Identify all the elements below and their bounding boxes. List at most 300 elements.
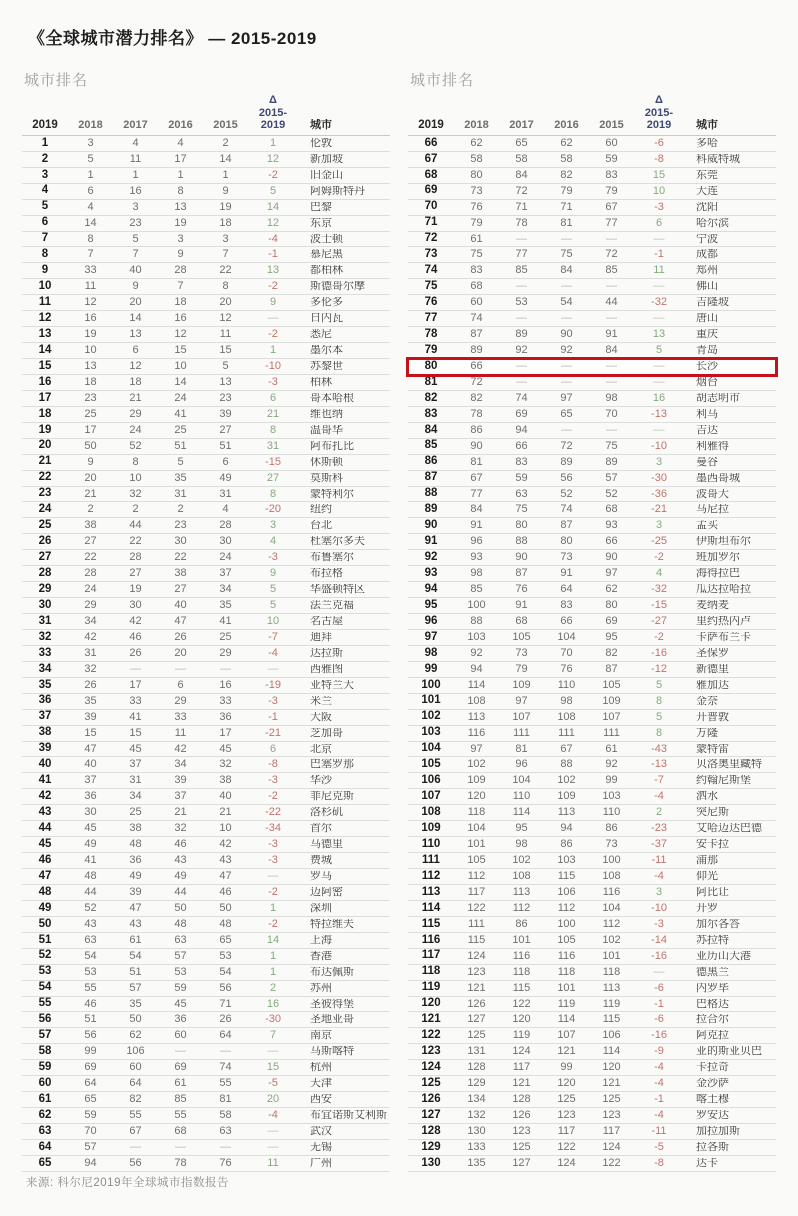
year-cell: 17 (84, 423, 97, 436)
city-cell: 北京 (310, 743, 332, 755)
rank-cell: 35 (38, 678, 52, 691)
delta-cell: -6 (654, 981, 664, 994)
year-cell: 55 (174, 1109, 187, 1122)
year-cell: 46 (129, 630, 142, 643)
year-cell: 102 (557, 774, 576, 787)
year-cell: 112 (512, 901, 531, 914)
table-row-rank-36 (22, 694, 390, 710)
table-row-rank-118 (408, 965, 776, 981)
year-cell: 74 (470, 312, 483, 325)
year-cell: 127 (512, 1156, 531, 1169)
rank-cell: 64 (38, 1140, 52, 1153)
city-cell: 达拉斯 (310, 647, 343, 659)
city-cell: 香港 (310, 950, 332, 962)
year-cell: 69 (174, 1061, 187, 1074)
year-cell: 33 (219, 694, 232, 707)
rank-cell: 84 (424, 423, 438, 436)
delta-cell: 3 (655, 885, 663, 898)
year-cell: — (175, 1140, 186, 1153)
year-cell: 72 (560, 439, 573, 452)
table-row-rank-119 (408, 981, 776, 997)
year-cell: 62 (560, 136, 573, 149)
delta-cell: 14 (266, 200, 280, 213)
rank-cell: 107 (421, 790, 441, 803)
year-cell: 62 (129, 1029, 142, 1042)
table-row-rank-122 (408, 1028, 776, 1044)
delta-cell: 5 (269, 184, 277, 197)
year-cell: 36 (219, 710, 232, 723)
table-row-rank-34 (22, 662, 390, 678)
year-cell: 114 (557, 1013, 576, 1026)
city-cell: 休斯顿 (310, 456, 343, 468)
year-cell: 96 (470, 535, 483, 548)
year-cell: 59 (605, 152, 618, 165)
year-cell: 52 (84, 901, 97, 914)
table-row-rank-84 (408, 423, 776, 439)
delta-cell: -11 (651, 854, 667, 867)
city-cell: 悉尼 (310, 329, 332, 341)
year-cell: 120 (467, 790, 486, 803)
year-cell: 121 (467, 981, 486, 994)
table-row-rank-87 (408, 471, 776, 487)
year-cell: 89 (470, 344, 483, 357)
city-cell: 利雅得 (696, 440, 729, 452)
table-row-rank-123 (408, 1044, 776, 1060)
rank-cell: 102 (421, 710, 441, 723)
table-row-rank-8 (22, 247, 390, 263)
year-cell: 66 (605, 535, 618, 548)
year-cell: 45 (174, 997, 187, 1010)
delta-cell: -32 (651, 296, 667, 309)
year-cell: 88 (515, 535, 528, 548)
year-cell: 6 (87, 184, 94, 197)
rank-cell: 123 (421, 1045, 441, 1058)
city-cell: 喀土穆 (696, 1094, 729, 1106)
table-row-rank-90 (408, 518, 776, 534)
table-row-rank-39 (22, 742, 390, 758)
rank-cell: 122 (421, 1029, 441, 1042)
year-cell: 31 (174, 487, 187, 500)
year-cell: 105 (512, 630, 531, 643)
table-row-rank-49 (22, 901, 390, 917)
rank-cell: 53 (38, 965, 52, 978)
year-cell: 95 (605, 630, 618, 643)
year-cell: 55 (219, 1077, 232, 1090)
rank-cell: 6 (41, 216, 49, 229)
year-cell: 74 (560, 503, 573, 516)
delta-cell: -21 (651, 503, 667, 516)
city-cell: 德黑兰 (696, 966, 729, 978)
delta-cell: -4 (268, 1109, 278, 1122)
year-cell: 9 (87, 455, 94, 468)
column-header-city: 城市 (696, 119, 718, 132)
table-row-rank-96 (408, 614, 776, 630)
table-row-rank-113 (408, 885, 776, 901)
year-cell: 104 (512, 774, 531, 787)
delta-cell: -4 (654, 790, 664, 803)
delta-cell: — (267, 662, 279, 675)
year-cell: 87 (470, 328, 483, 341)
year-cell: 63 (84, 933, 97, 946)
rank-cell: 11 (38, 296, 52, 309)
year-cell: 39 (174, 774, 187, 787)
year-cell: 118 (557, 965, 576, 978)
delta-cell: -22 (265, 806, 281, 819)
year-cell: 47 (129, 901, 142, 914)
year-cell: 66 (470, 360, 483, 373)
year-cell: 64 (84, 1077, 97, 1090)
year-cell: 90 (560, 328, 573, 341)
table-row-rank-3 (22, 168, 390, 184)
table-row-rank-65 (22, 1156, 390, 1172)
year-cell: 7 (87, 248, 94, 261)
year-cell: 114 (512, 806, 531, 819)
year-cell: 68 (470, 280, 483, 293)
year-cell: 3 (87, 136, 94, 149)
year-cell: 82 (560, 168, 573, 181)
year-cell: 12 (174, 328, 187, 341)
year-cell: 103 (557, 854, 576, 867)
year-cell: 43 (129, 917, 142, 930)
city-cell: 名古屋 (310, 616, 343, 628)
year-cell: 68 (605, 503, 618, 516)
rank-cell: 38 (38, 726, 52, 739)
rank-cell: 33 (38, 646, 52, 659)
year-cell: 100 (467, 599, 486, 612)
table-row-rank-66 (408, 136, 776, 152)
table-row-rank-30 (22, 598, 390, 614)
year-cell: 44 (84, 885, 97, 898)
rank-cell: 94 (424, 582, 438, 595)
rank-cell: 85 (424, 439, 438, 452)
delta-cell: 5 (655, 710, 663, 723)
year-cell: 120 (512, 1013, 531, 1026)
year-cell: 77 (515, 248, 528, 261)
table-row-rank-25 (22, 518, 390, 534)
city-cell: 迪拜 (310, 631, 332, 643)
city-cell: 温哥华 (310, 424, 343, 436)
rank-cell: 126 (421, 1092, 441, 1105)
year-cell: 55 (129, 1109, 142, 1122)
table-row-rank-121 (408, 1012, 776, 1028)
delta-cell: -34 (265, 822, 281, 835)
year-cell: 93 (470, 551, 483, 564)
city-cell: 佛山 (696, 281, 718, 293)
year-cell: 32 (219, 758, 232, 771)
year-cell: 87 (515, 567, 528, 580)
table-row-rank-71 (408, 216, 776, 232)
year-cell: 42 (174, 742, 187, 755)
city-cell: 烟台 (696, 376, 718, 388)
rank-cell: 106 (421, 774, 441, 787)
rank-cell: 69 (424, 184, 438, 197)
year-cell: 14 (219, 152, 232, 165)
rank-cell: 14 (38, 343, 52, 356)
year-cell: 52 (560, 487, 573, 500)
delta-cell: 8 (655, 694, 663, 707)
highlighted-row-rank-80 (408, 359, 776, 375)
table-row-rank-97 (408, 630, 776, 646)
year-cell: 48 (129, 838, 142, 851)
rank-cell: 77 (424, 311, 438, 324)
year-cell: 16 (174, 312, 187, 325)
rank-cell: 57 (38, 1029, 52, 1042)
year-cell: 29 (129, 407, 142, 420)
rank-cell: 37 (38, 710, 52, 723)
table-row-rank-2 (22, 152, 390, 168)
city-cell: 圣保罗 (696, 647, 729, 659)
delta-cell: 11 (267, 1156, 279, 1169)
year-cell: 62 (470, 136, 483, 149)
year-cell: 57 (174, 949, 187, 962)
year-cell: 107 (512, 710, 531, 723)
year-cell: 5 (177, 455, 184, 468)
year-cell: 84 (560, 264, 573, 277)
city-cell: 苏黎世 (310, 361, 343, 373)
city-cell: 纽约 (310, 504, 332, 516)
year-cell: 78 (174, 1156, 187, 1169)
year-cell: 86 (605, 822, 618, 835)
year-cell: 26 (84, 678, 97, 691)
rank-cell: 30 (38, 598, 52, 611)
year-cell: 51 (174, 439, 187, 452)
year-cell: 24 (84, 583, 97, 596)
delta-cell: 27 (266, 471, 280, 484)
year-cell: 17 (129, 678, 142, 691)
city-cell: 泗水 (696, 791, 718, 803)
year-cell: 102 (602, 933, 621, 946)
table-row-rank-126 (408, 1092, 776, 1108)
table-row-rank-11 (22, 295, 390, 311)
year-cell: 42 (84, 630, 97, 643)
year-cell: 76 (560, 662, 573, 675)
table-row-rank-110 (408, 837, 776, 853)
delta-cell: -3 (268, 774, 278, 787)
year-cell: 80 (560, 535, 573, 548)
city-cell: 芝加哥 (310, 727, 343, 739)
rank-cell: 112 (421, 869, 441, 882)
city-cell: 特拉维夫 (310, 918, 354, 930)
city-cell: 杭州 (310, 1062, 332, 1074)
city-cell: 罗马 (310, 871, 332, 883)
city-cell: 拉各斯 (696, 1141, 729, 1153)
city-cell: 布宜诺斯艾利斯 (310, 1110, 387, 1122)
table-row-rank-35 (22, 678, 390, 694)
rank-cell: 12 (38, 311, 52, 324)
year-cell: — (561, 232, 572, 245)
year-cell: 15 (129, 726, 142, 739)
year-cell: 106 (557, 885, 576, 898)
delta-cell: 12 (266, 152, 280, 165)
city-cell: 新加坡 (310, 153, 343, 165)
rank-cell: 99 (424, 662, 438, 675)
delta-cell: 1 (269, 949, 277, 962)
year-cell: 46 (84, 997, 97, 1010)
source-note: 来源: 科尔尼2019年全球城市指数报告 (26, 1177, 229, 1189)
city-cell: 墨西哥城 (696, 472, 740, 484)
city-cell: 蒙特雷 (696, 743, 729, 755)
rank-cell: 32 (38, 630, 52, 643)
rank-cell: 101 (421, 694, 441, 707)
city-cell: 旧金山 (310, 169, 343, 181)
city-cell: 罗安达 (696, 1110, 729, 1122)
table-header-left (22, 94, 390, 136)
year-cell: 37 (129, 758, 142, 771)
year-cell: 70 (84, 1125, 97, 1138)
year-cell: 101 (512, 933, 531, 946)
city-cell: 马德里 (310, 839, 343, 851)
year-cell: 35 (84, 694, 97, 707)
delta-cell: 2 (655, 806, 663, 819)
rank-cell: 16 (38, 375, 52, 388)
year-cell: 87 (560, 519, 573, 532)
year-cell: 5 (222, 360, 229, 373)
table-row-rank-61 (22, 1092, 390, 1108)
year-cell: 102 (467, 758, 486, 771)
table-row-rank-14 (22, 343, 390, 359)
delta-cell: — (653, 965, 665, 978)
year-cell: 19 (84, 328, 97, 341)
table-row-rank-92 (408, 550, 776, 566)
year-cell: 32 (84, 662, 97, 675)
year-cell: 4 (222, 503, 229, 516)
delta-cell: — (653, 423, 665, 436)
rank-cell: 74 (424, 264, 438, 277)
year-cell: 44 (605, 296, 618, 309)
year-cell: 99 (84, 1045, 97, 1058)
year-cell: 97 (560, 391, 573, 404)
year-cell: 85 (515, 264, 528, 277)
delta-cell: 8 (269, 423, 277, 436)
section-label-right: 城市排名 (410, 72, 475, 89)
year-cell: 29 (174, 694, 187, 707)
year-cell: 8 (222, 280, 229, 293)
year-cell: 114 (467, 678, 486, 691)
year-cell: 83 (515, 455, 528, 468)
table-row-rank-116 (408, 933, 776, 949)
year-cell: 25 (219, 630, 232, 643)
year-cell: 119 (512, 1029, 531, 1042)
page-title: 《全球城市潜力排名》 — 2015-2019 (28, 29, 317, 48)
rank-cell: 79 (424, 343, 438, 356)
rank-cell: 108 (421, 806, 441, 819)
year-cell: 47 (84, 742, 97, 755)
rank-cell: 19 (38, 423, 52, 436)
rank-cell: 45 (38, 837, 52, 850)
year-cell: 3 (177, 232, 184, 245)
city-cell: 柏林 (310, 376, 332, 388)
year-cell: 38 (129, 822, 142, 835)
year-cell: 117 (512, 1061, 531, 1074)
year-cell: 81 (219, 1093, 232, 1106)
year-cell: 89 (515, 328, 528, 341)
rank-cell: 34 (38, 662, 52, 675)
table-row-rank-55 (22, 997, 390, 1013)
delta-cell: -3 (268, 854, 278, 867)
year-cell: 22 (84, 551, 97, 564)
year-cell: 132 (467, 1109, 486, 1122)
city-cell: 亚的斯亚贝巴 (696, 1046, 762, 1058)
rank-cell: 39 (38, 742, 52, 755)
table-row-rank-111 (408, 853, 776, 869)
year-cell: 18 (129, 375, 142, 388)
rank-cell: 7 (41, 232, 49, 245)
rank-cell: 65 (38, 1156, 52, 1169)
delta-cell: 31 (266, 439, 280, 452)
year-cell: 60 (605, 136, 618, 149)
city-cell: 米兰 (310, 695, 332, 707)
year-cell: 106 (126, 1045, 145, 1058)
city-cell: 达卡 (696, 1157, 718, 1169)
table-row-rank-79 (408, 343, 776, 359)
delta-cell: -15 (651, 599, 667, 612)
year-cell: 99 (560, 1061, 573, 1074)
city-cell: 阿姆斯特丹 (310, 185, 365, 197)
year-cell: 80 (470, 168, 483, 181)
year-cell: 49 (129, 870, 142, 883)
delta-cell: -2 (268, 917, 278, 930)
delta-cell: 8 (655, 726, 663, 739)
year-cell: — (561, 312, 572, 325)
city-cell: 胡志明市 (696, 392, 740, 404)
year-cell: 80 (515, 519, 528, 532)
rank-cell: 21 (38, 455, 52, 468)
table-row-rank-89 (408, 502, 776, 518)
delta-cell: 15 (266, 1061, 280, 1074)
year-cell: 91 (470, 519, 483, 532)
rank-cell: 8 (41, 248, 49, 261)
delta-cell: 4 (269, 535, 277, 548)
table-row-rank-54 (22, 981, 390, 997)
city-cell: 金奈 (696, 695, 718, 707)
city-cell: 东京 (310, 217, 332, 229)
table-row-rank-43 (22, 805, 390, 821)
year-cell: 33 (174, 710, 187, 723)
table-row-rank-7 (22, 232, 390, 248)
year-cell: 73 (515, 646, 528, 659)
year-cell: 51 (129, 965, 142, 978)
year-cell: 123 (467, 965, 486, 978)
delta-cell: -27 (651, 615, 667, 628)
city-cell: 圣彼得堡 (310, 998, 354, 1010)
year-cell: 3 (222, 232, 229, 245)
year-cell: 125 (602, 1093, 621, 1106)
year-cell: 16 (129, 184, 142, 197)
rank-cell: 67 (424, 152, 438, 165)
year-cell: 18 (174, 296, 187, 309)
year-cell: 117 (557, 1125, 576, 1138)
delta-cell: -16 (651, 949, 667, 962)
rank-cell: 31 (38, 614, 52, 627)
year-cell: 69 (515, 407, 528, 420)
table-row-rank-41 (22, 773, 390, 789)
year-cell: 46 (174, 838, 187, 851)
year-cell: 40 (84, 758, 97, 771)
table-row-rank-1 (22, 136, 390, 152)
rank-cell: 22 (38, 471, 52, 484)
year-cell: 108 (602, 870, 621, 883)
table-row-rank-40 (22, 757, 390, 773)
rank-cell: 128 (421, 1124, 441, 1137)
table-row-rank-56 (22, 1012, 390, 1028)
rank-cell: 1 (41, 136, 49, 149)
table-row-rank-6 (22, 216, 390, 232)
delta-cell: -13 (651, 407, 667, 420)
year-cell: 20 (174, 646, 187, 659)
table-row-rank-81 (408, 375, 776, 391)
city-cell: 伦敦 (310, 137, 332, 149)
table-row-rank-60 (22, 1076, 390, 1092)
